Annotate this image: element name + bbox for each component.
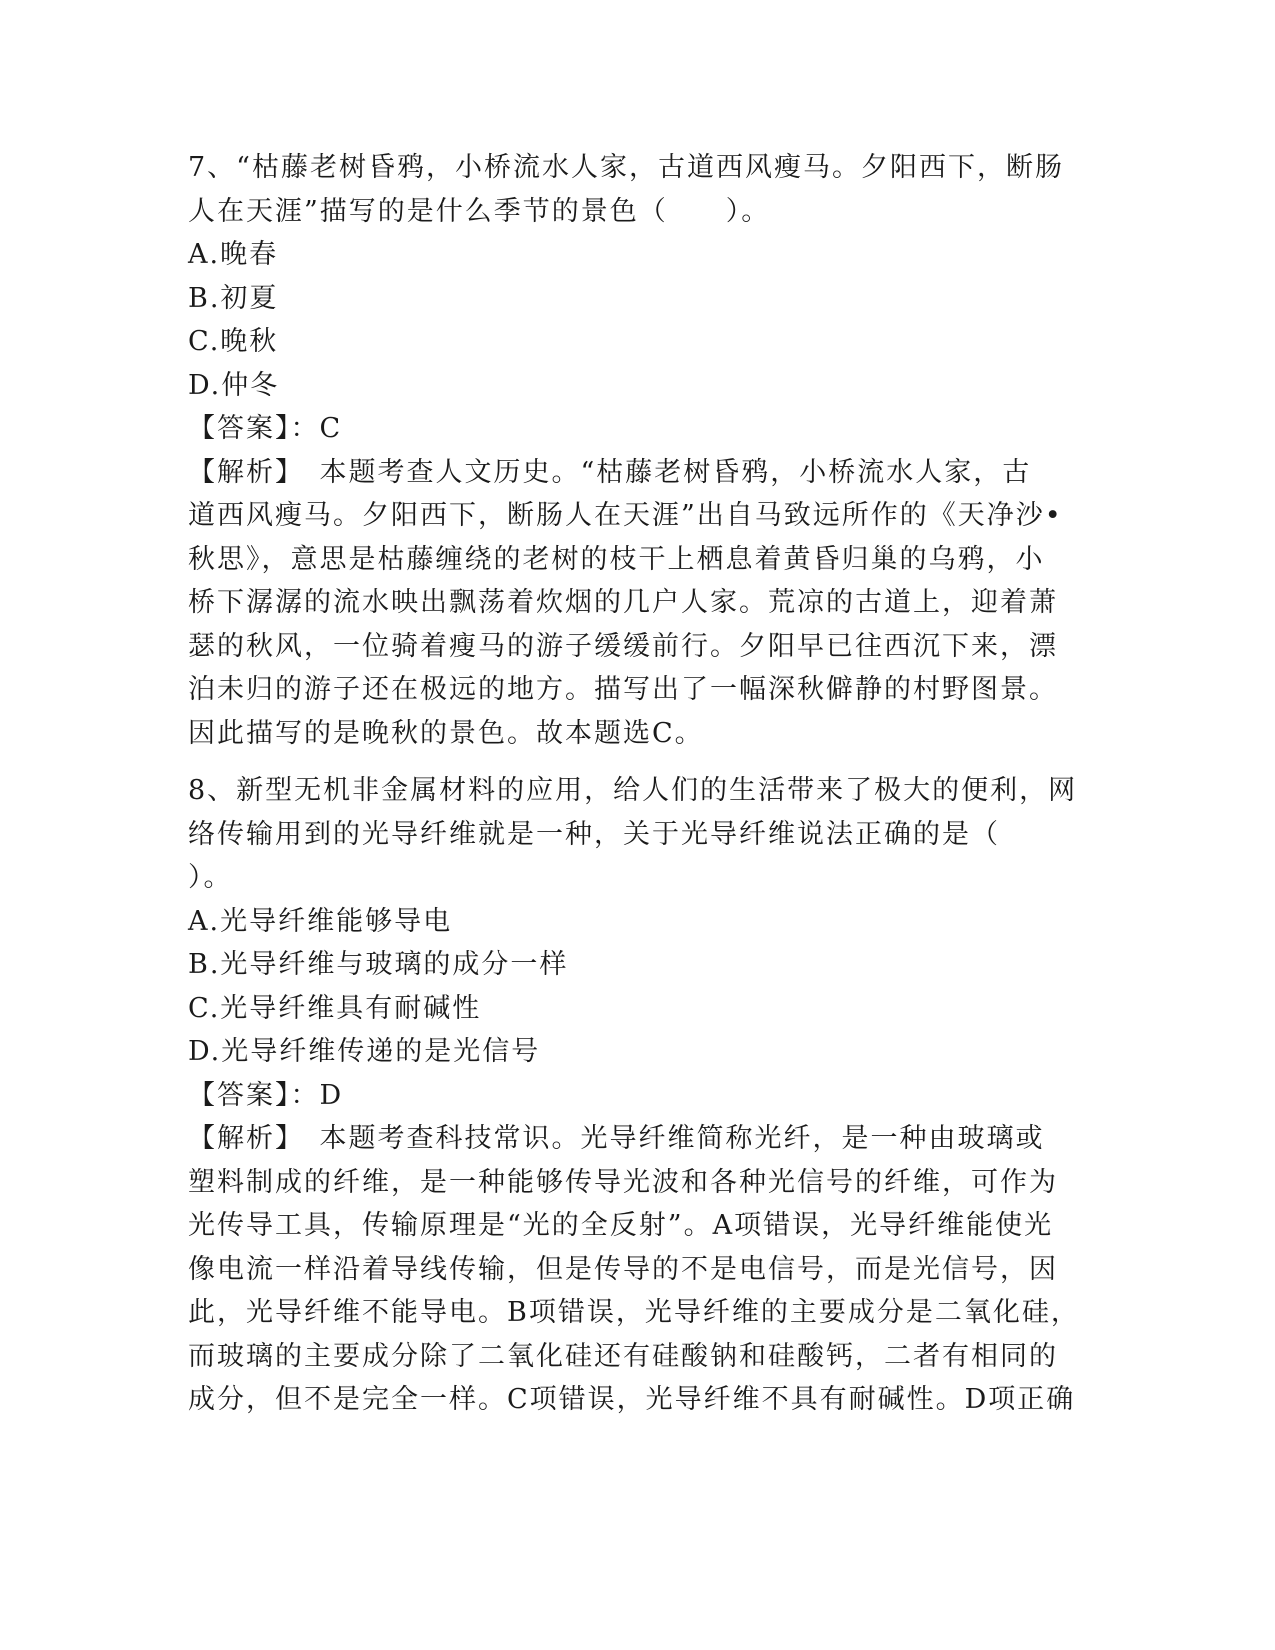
question-8-analysis-line-3: 光传导工具，传输原理是“光的全反射”。A项错误，光导纤维能使光 (188, 1210, 1054, 1241)
question-spacer (188, 755, 1078, 769)
question-8 (188, 769, 1078, 1422)
question-7-option-d: D.仲冬 (188, 369, 280, 401)
question-7-analysis-line-3: 秋思》，意思是枯藤缠绕的老树的枝干上栖息着黄昏归巢的乌鸦，小 (188, 543, 1045, 575)
question-8-analysis-line-1: 【解析】 本题考查科技常识。光导纤维简称光纤，是一种由玻璃或 (188, 1123, 1045, 1154)
question-7-option-a: A.晚春 (188, 239, 279, 270)
question-7-analysis-line-2: 道西风瘦马。夕阳西下，断肠人在天涯”出自马致远所作的《天净沙• (188, 500, 1063, 531)
question-8-analysis-line-7: 成分，但不是完全一样。C项错误，光导纤维不具有耐碱性。D项正确 (188, 1384, 1076, 1415)
question-8-analysis-line-2: 塑料制成的纤维，是一种能够传导光波和各种光信号的纤维，可作为 (188, 1166, 1058, 1198)
question-8-answer: 【答案】：D (188, 1079, 344, 1111)
question-7-analysis-line-7: 因此描写的是晚秋的景色。故本题选C。 (188, 717, 704, 749)
question-8-stem-line-1: 8、新型无机非金属材料的应用，给人们的生活带来了极大的便利，网 (188, 775, 1078, 806)
document-page (188, 146, 1078, 1422)
question-7-analysis-line-5: 瑟的秋风，一位骑着瘦马的游子缓缓前行。夕阳早已往西沉下来，漂 (188, 630, 1058, 662)
question-7-analysis-line-1: 【解析】 本题考查人文历史。“枯藤老树昏鸦，小桥流水人家，古 (188, 456, 1032, 488)
question-7-stem-line-1: 7、“枯藤老树昏鸦，小桥流水人家，古道西风瘦马。夕阳西下，断肠 (188, 152, 1064, 183)
question-8-option-a: A.光导纤维能够导电 (188, 905, 453, 937)
question-8-analysis-line-5: 此，光导纤维不能导电。B项错误，光导纤维的主要成分是二氧化硅， (188, 1297, 1080, 1328)
question-7 (188, 146, 1078, 755)
question-7-analysis-line-6: 泊未归的游子还在极远的地方。描写出了一幅深秋僻静的村野图景。 (188, 674, 1058, 705)
question-8-analysis-line-6: 而玻璃的主要成分除了二氧化硅还有硅酸钠和硅酸钙，二者有相同的 (188, 1340, 1058, 1372)
question-7-option-c: C.晚秋 (188, 326, 279, 357)
question-7-answer: 【答案】：C (188, 413, 343, 444)
question-8-stem-line-3: ）。 (188, 862, 233, 893)
question-7-option-b: B.初夏 (188, 282, 279, 314)
question-8-analysis-line-4: 像电流一样沿着导线传输，但是传导的不是电信号，而是光信号，因 (188, 1253, 1058, 1285)
question-8-option-c: C.光导纤维具有耐碱性 (188, 992, 482, 1024)
question-8-option-d: D.光导纤维传递的是光信号 (188, 1036, 541, 1067)
question-8-option-b: B.光导纤维与玻璃的成分一样 (188, 949, 569, 980)
question-7-analysis-line-4: 桥下潺潺的流水映出飘荡着炊烟的几户人家。荒凉的古道上，迎着萧 (188, 587, 1058, 618)
question-8-stem-line-2: 络传输用到的光导纤维就是一种，关于光导纤维说法正确的是（ (188, 818, 1000, 850)
question-7-stem-line-2: 人在天涯”描写的是什么季节的景色（ ）。 (188, 195, 771, 227)
